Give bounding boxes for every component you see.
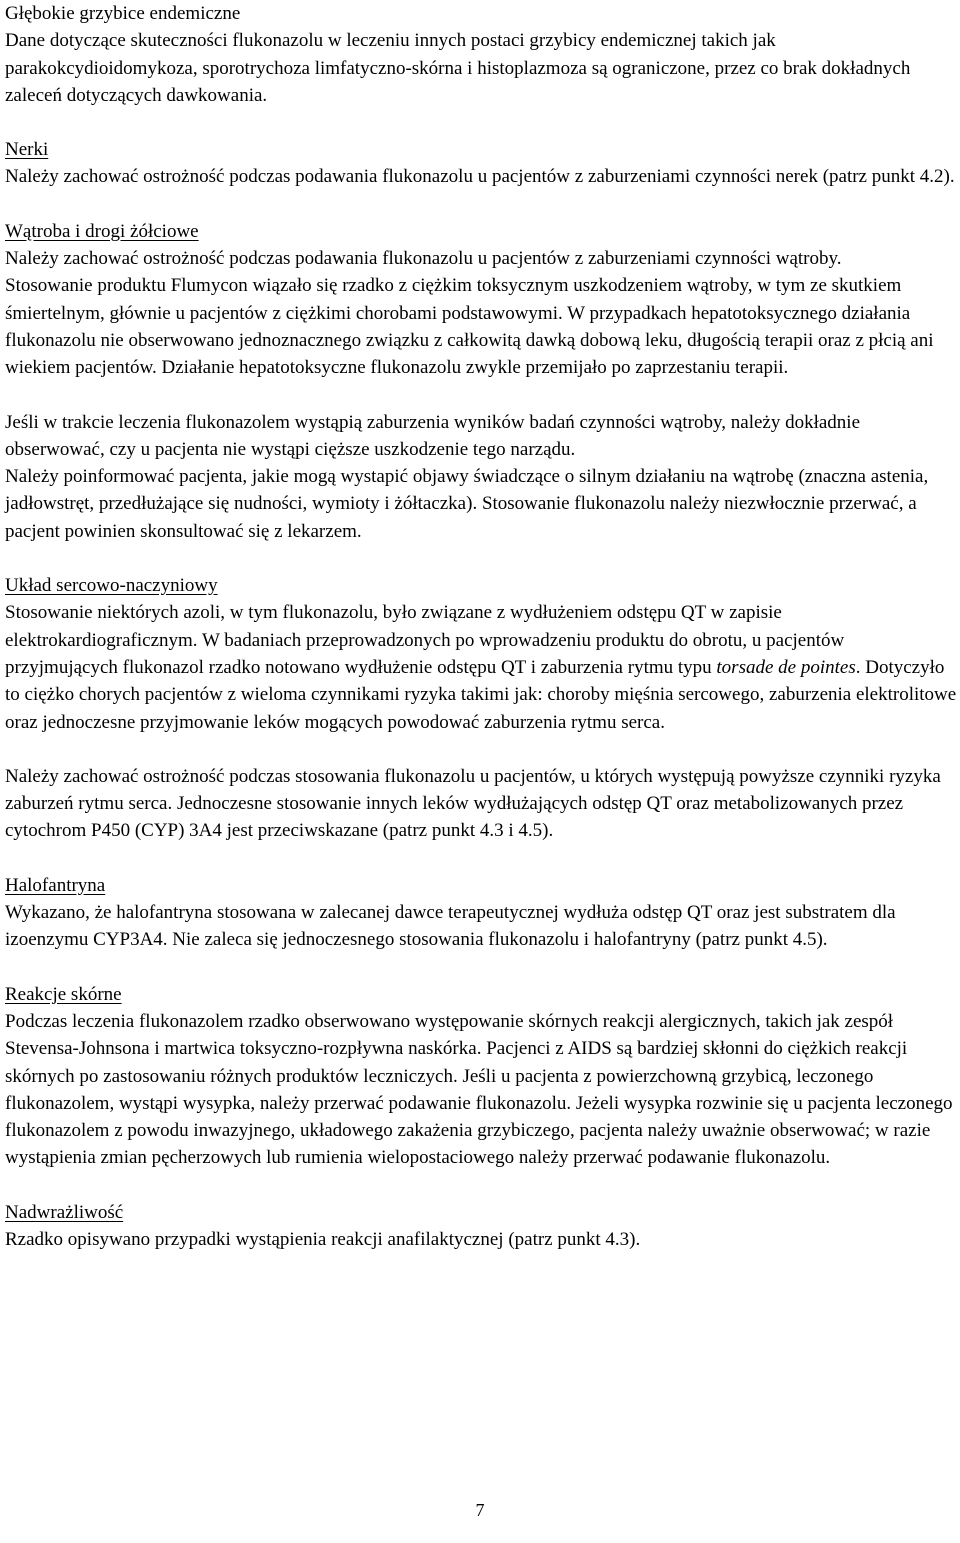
section-deep-mycoses xyxy=(5,0,957,109)
section-paragraph xyxy=(5,599,957,735)
section-kidneys xyxy=(5,136,957,191)
section-paragraph: Należy zachować ostrożność podczas podawania flukonazolu u pacjentów z zaburzeniami czynności nerek (patrz punkt 4.2). xyxy=(5,166,955,188)
section-paragraph: Dane dotyczące skuteczności flukonazolu w leczeniu innych postaci grzybicy endemicznej takich jak parakokcydioidomykoza, sporotrychoza limfatyczno-skórna i histoplazmoza są ograniczone, przez co brak dokładnych zaleceń dotyczących dawkowania. xyxy=(5,30,911,106)
qt-text-part1: Stosowanie niektórych azoli, w tym flukonazolu, było związane z wydłużeniem odstępu QT w zapisie elektrokardiograficznym. W badaniach przeprowadzonych po wprowadzeniu produktu do obrotu, u pacjentów przyjmujących flukonazol rzadko notowano wydłużenie odstępu QT i zaburzenia rytmu typu xyxy=(5,602,845,678)
section-heading: Nadwrażliwość xyxy=(5,1201,124,1223)
section-skin-reactions xyxy=(5,981,957,1172)
qt-text-part2: . Dotyczyło to ciężko chorych pacjentów z wieloma czynnikami ryzyka takimi jak: choroby mięśnia sercowego, zaburzenia elektrolitowe oraz jednoczesne przyjmowanie leków mogących powodować zaburzenia rytmu serca. xyxy=(5,656,957,733)
section-paragraph: Jeśli w trakcie leczenia flukonazolem wystąpią zaburzenia wyników badań czynności wątroby, należy dokładnie obserwować, czy u pacjenta nie wystąpi cięższe uszkodzenie tego narządu. xyxy=(5,411,861,460)
section-heading: Halofantryna xyxy=(5,874,106,896)
qt-italic-term: torsade de pointes xyxy=(716,656,856,678)
page-number: 7 xyxy=(475,1500,485,1520)
document-page xyxy=(5,0,957,1253)
section-paragraph: Podczas leczenia flukonazolem rzadko obserwowano występowanie skórnych reakcji alergicznych, takich jak zespół Stevensa-Johnsona i martwica toksyczno-rozpływna naskórka. Pacjenci z AIDS są bardziej skłonni do ciężkich reakcji skórnych po zastosowaniu różnych produktów leczniczych. Jeśli u pacjenta z powierzchowną grzybicą, leczonego flukonazolem, wystąpi wysypka, należy przerwać podawanie flukonazolu. Jeżeli wysypka rozwinie się u pacjenta leczonego flukonazolem z powodu inwazyjnego, układowego zakażenia grzybiczego, pacjenta należy uważnie obserwować; w razie wystąpienia zmian pęcherzowych lub rumienia wielopostaciowego należy przerwać podawanie flukonazolu. xyxy=(5,1010,953,1169)
section-paragraph: Należy zachować ostrożność podczas stosowania flukonazolu u pacjentów, u których występują powyższe czynniki ryzyka zaburzeń rytmu serca. Jednoczesne stosowanie innych leków wydłużających odstęp QT oraz metabolizowanych przez cytochrom P450 (CYP) 3A4 jest przeciwskazane (patrz punkt 4.3 i 4.5). xyxy=(5,765,941,842)
section-heading: Układ sercowo-naczyniowy xyxy=(5,575,218,597)
section-heading: Nerki xyxy=(5,139,49,161)
section-liver xyxy=(5,218,957,545)
section-heading: Głębokie grzybice endemiczne xyxy=(5,3,241,24)
section-heading: Reakcje skórne xyxy=(5,983,122,1005)
section-heading: Wątroba i drogi żółciowe xyxy=(5,220,199,242)
section-cardiovascular xyxy=(5,572,957,845)
section-hypersensitivity xyxy=(5,1199,957,1254)
section-paragraph: Rzadko opisywano przypadki wystąpienia reakcji anafilaktycznej (patrz punkt 4.3). xyxy=(5,1228,641,1250)
section-halofantrine xyxy=(5,872,957,954)
section-paragraph: Należy zachować ostrożność podczas podawania flukonazolu u pacjentów z zaburzeniami czynności wątroby. xyxy=(5,248,842,270)
section-paragraph: Wykazano, że halofantryna stosowana w zalecanej dawce terapeutycznej wydłuża odstęp QT oraz jest substratem dla izoenzymu CYP3A4. Nie zaleca się jednoczesnego stosowania flukonazolu i halofantryny (patrz punkt 4.5). xyxy=(5,902,896,951)
section-paragraph: Stosowanie produktu Flumycon wiązało się rzadko z ciężkim toksycznym uszkodzeniem wątroby, w tym ze skutkiem śmiertelnym, głównie u pacjentów z ciężkimi chorobami podstawowymi. W przypadkach hepatotoksycznego działania flukonazolu nie obserwowano jednoznacznego związku z całkowitą dawką dobową leku, długością terapii oraz z płcią ani wiekiem pacjentów. Działanie hepatotoksyczne flukonazolu zwykle przemijało po zaprzestaniu terapii. xyxy=(5,275,934,379)
section-paragraph: Należy poinformować pacjenta, jakie mogą wystapić objawy świadczące o silnym działaniu na wątrobę (znaczna astenia, jadłowstręt, przedłużające się nudności, wymioty i żółtaczka). Stosowanie flukonazolu należy niezwłocznie przerwać, a pacjent powinien skonsultować się z lekarzem. xyxy=(5,466,929,542)
